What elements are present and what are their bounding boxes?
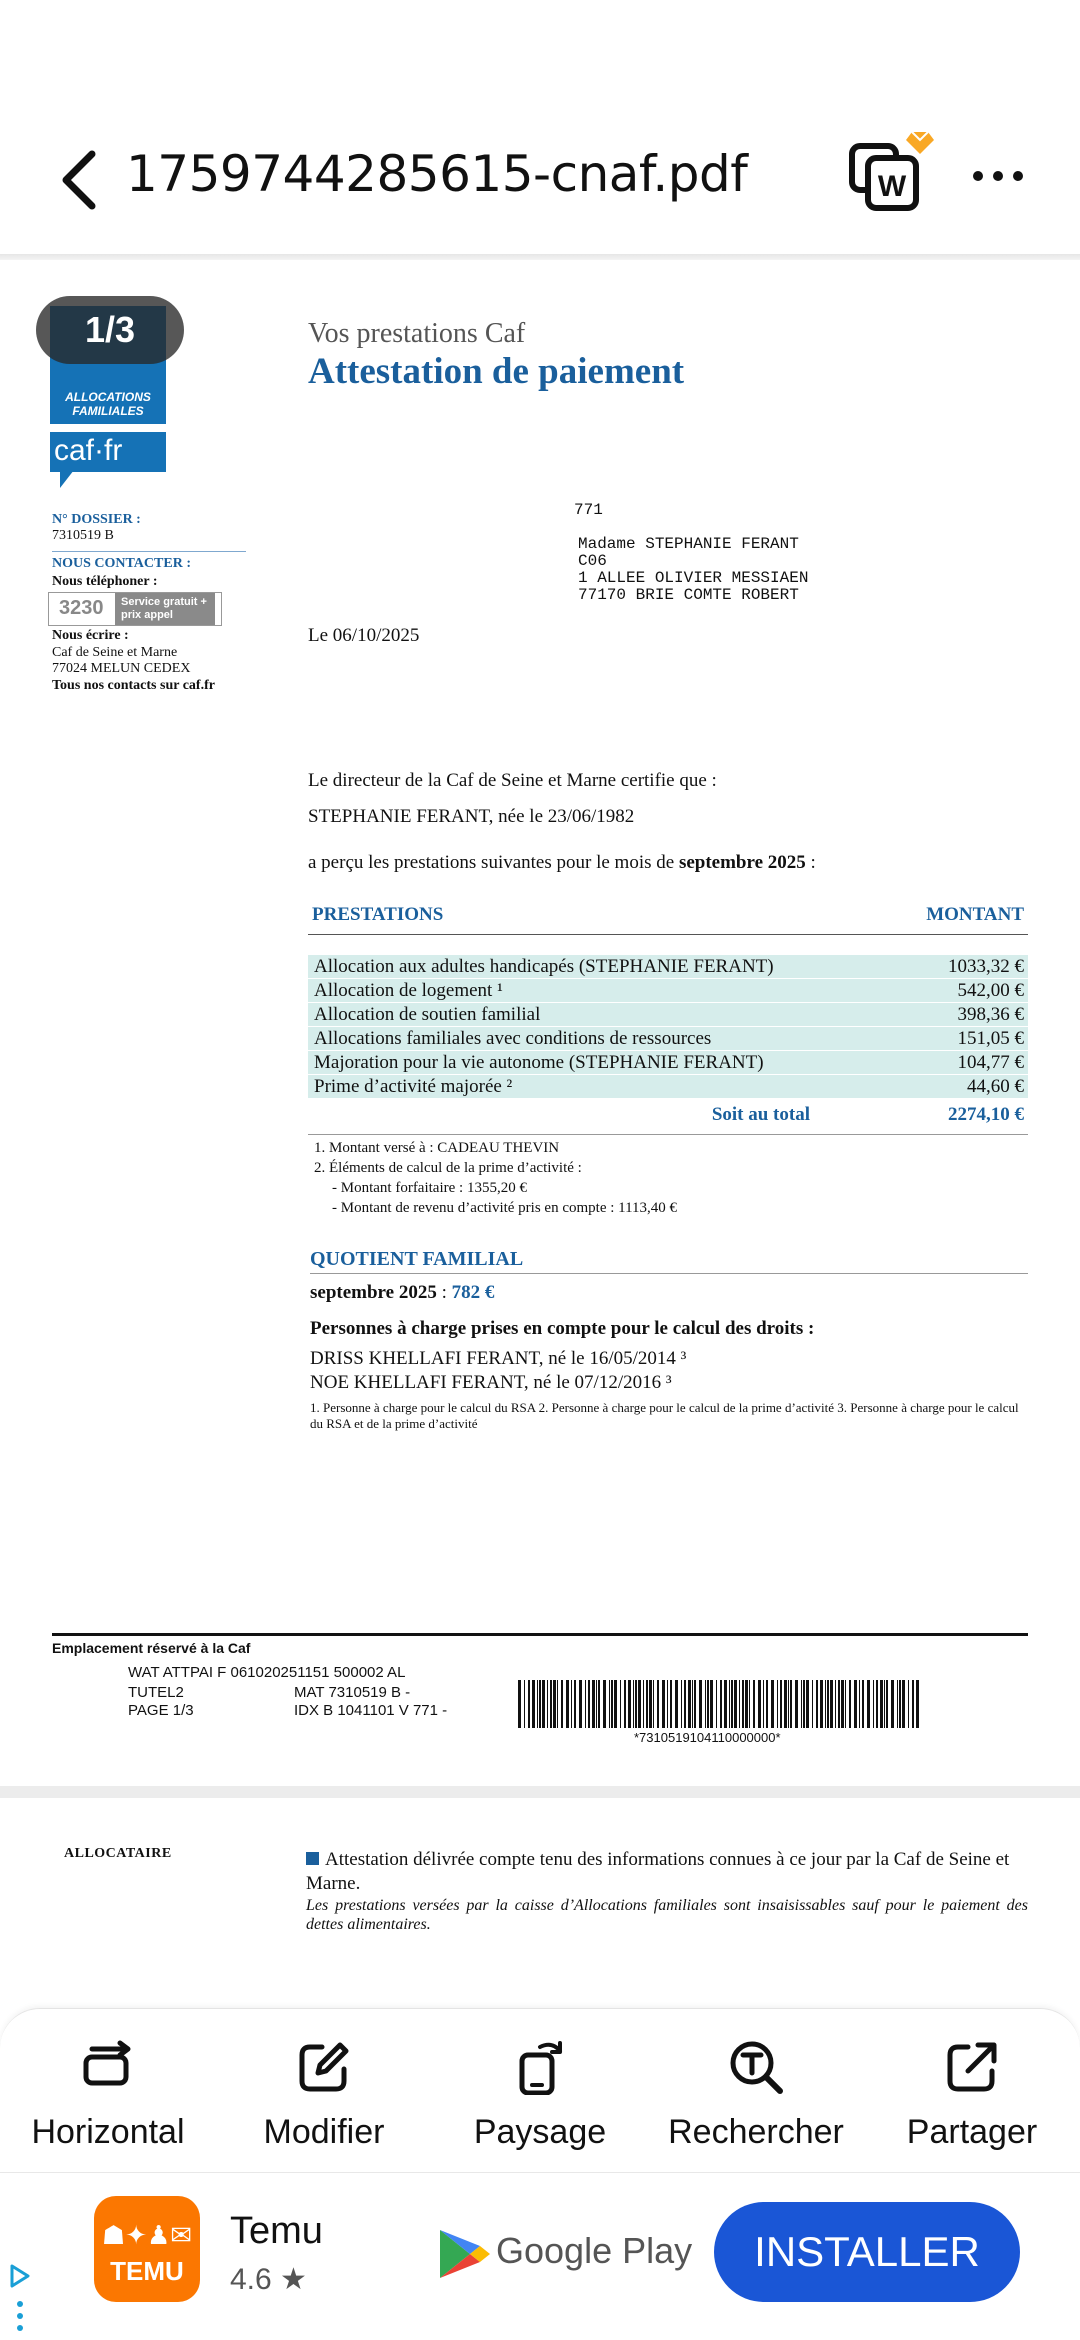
barcode-bar bbox=[596, 1680, 597, 1728]
row-label: Allocations familiales avec conditions de ressources bbox=[314, 1028, 712, 1049]
table-row bbox=[308, 1051, 1028, 1074]
note-2: 2. Éléments de calcul de la prime d’activité : bbox=[314, 1160, 582, 1176]
barcode-bar bbox=[835, 1680, 836, 1728]
adchoices-icon[interactable] bbox=[6, 2256, 36, 2336]
barcode-bar bbox=[886, 1680, 888, 1728]
barcode-bar bbox=[662, 1680, 665, 1728]
barcode-bar bbox=[867, 1680, 870, 1728]
barcode-bar bbox=[628, 1680, 631, 1728]
barcode-bar bbox=[716, 1680, 717, 1728]
barcode-bar bbox=[547, 1680, 548, 1728]
google-play-text: Google Play bbox=[496, 2230, 693, 2271]
barcode-bar bbox=[739, 1680, 740, 1728]
received-text bbox=[308, 852, 816, 874]
landscape-label: Paysage bbox=[473, 2113, 607, 2151]
barcode-bar bbox=[705, 1680, 706, 1728]
barcode-bar bbox=[788, 1680, 789, 1728]
barcode-bar bbox=[816, 1680, 818, 1728]
barcode-bar bbox=[845, 1680, 846, 1728]
address-line3: 1 ALLEE OLIVIER MESSIAEN bbox=[578, 569, 809, 587]
barcode-bar bbox=[646, 1680, 648, 1728]
barcode-bar bbox=[633, 1680, 634, 1728]
barcode-bar bbox=[684, 1680, 686, 1728]
barcode-bar bbox=[675, 1680, 678, 1728]
ad-app-name[interactable]: Temu bbox=[230, 2210, 323, 2252]
barcode-bar bbox=[539, 1680, 541, 1728]
barcode-bar bbox=[795, 1680, 798, 1728]
barcode-bar bbox=[588, 1680, 590, 1728]
barcode-bar bbox=[598, 1680, 600, 1728]
barcode-bar bbox=[624, 1680, 626, 1728]
recipient-code: 771 bbox=[574, 501, 603, 519]
ad-rating: 4.6 ★ bbox=[230, 2263, 307, 2296]
contact-label: NOUS CONTACTER : bbox=[52, 556, 191, 571]
temu-logo-text: TEMU bbox=[110, 2256, 184, 2286]
barcode-bar bbox=[579, 1680, 582, 1728]
barcode-bar bbox=[603, 1680, 606, 1728]
barcode-bar bbox=[908, 1680, 909, 1728]
caf-fr-logo: caf·fr bbox=[50, 432, 166, 472]
barcode-bar bbox=[827, 1680, 829, 1728]
barcode-bar bbox=[524, 1680, 525, 1728]
allocataire-label: ALLOCATAIRE bbox=[64, 1846, 172, 1861]
barcode-bar bbox=[745, 1680, 748, 1728]
barcode-bar bbox=[532, 1680, 535, 1728]
edit-button[interactable] bbox=[216, 2009, 432, 2169]
barcode-bar bbox=[653, 1680, 654, 1728]
back-button[interactable] bbox=[52, 140, 108, 220]
dependent-1: DRISS KHELLAFI FERANT, né le 16/05/2014 ³ bbox=[310, 1348, 687, 1369]
chevron-left-icon bbox=[52, 140, 108, 220]
note-1: 1. Montant versé à : CADEAU THEVIN bbox=[314, 1140, 560, 1156]
row-amount: 398,36 € bbox=[957, 1004, 1024, 1025]
word-convert-icon bbox=[848, 128, 938, 218]
horizontal-button[interactable] bbox=[0, 2009, 216, 2169]
barcode-bar bbox=[609, 1680, 610, 1728]
address-line1: Madame STEPHANIE FERANT bbox=[578, 535, 799, 553]
barcode-bar bbox=[854, 1680, 857, 1728]
more-options-button[interactable] bbox=[968, 150, 1028, 200]
dossier-label: N° DOSSIER : bbox=[52, 512, 141, 527]
barcode-bar bbox=[841, 1680, 844, 1728]
barcode-bar bbox=[873, 1680, 874, 1728]
app-bar bbox=[0, 0, 1080, 256]
horizontal-scroll-icon bbox=[80, 2039, 136, 2095]
landscape-button[interactable] bbox=[432, 2009, 648, 2169]
caf-fr-logo-tail bbox=[60, 470, 74, 488]
row-amount: 151,05 € bbox=[957, 1028, 1024, 1049]
convert-to-word-button[interactable] bbox=[848, 128, 938, 218]
qf-value: 782 € bbox=[451, 1282, 495, 1303]
barcode-bar bbox=[681, 1680, 682, 1728]
more-icon bbox=[968, 150, 1028, 200]
note-2b: - Montant de revenu d’activité pris en compte : 1113,40 € bbox=[332, 1200, 678, 1216]
search-button[interactable] bbox=[648, 2009, 864, 2169]
barcode-bar bbox=[838, 1680, 840, 1728]
row-label: Allocation de soutien familial bbox=[314, 1004, 541, 1025]
barcode-bar bbox=[784, 1680, 787, 1728]
total-amount: 2274,10 € bbox=[948, 1104, 1024, 1125]
barcode-bar bbox=[916, 1680, 919, 1728]
total-label: Soit au total bbox=[711, 1104, 810, 1125]
wat-line1: WAT ATTPAI F 061020251151 500002 AL bbox=[128, 1664, 406, 1681]
barcode-bar bbox=[542, 1680, 545, 1728]
certify-text: Le directeur de la Caf de Seine et Marne certifie que : bbox=[308, 770, 717, 791]
row-amount: 104,77 € bbox=[957, 1052, 1024, 1073]
dependents-footnotes: 1. Personne à charge pour le calcul du RSA 2. Personne à charge pour le calcul de la prime d’activité 3. Personne à charge pour le calcul du RSA et de la prime d’activité bbox=[310, 1400, 1019, 1431]
share-label: Partager bbox=[906, 2113, 1038, 2151]
received-month: septembre 2025 bbox=[678, 852, 806, 873]
wat-line3b: IDX B 1041101 V 771 - bbox=[294, 1702, 448, 1719]
write-label: Nous écrire : bbox=[52, 628, 129, 643]
document-title: Attestation de paiement bbox=[308, 351, 685, 392]
row-amount: 1033,32 € bbox=[948, 956, 1024, 977]
barcode-bar bbox=[790, 1680, 792, 1728]
barcode-bar bbox=[550, 1680, 552, 1728]
total-rule bbox=[308, 1134, 1028, 1135]
share-button[interactable] bbox=[864, 2009, 1080, 2169]
table-row bbox=[308, 955, 1028, 978]
barcode-bar bbox=[688, 1680, 691, 1728]
phone-box bbox=[48, 592, 222, 626]
barcode-bar bbox=[876, 1680, 878, 1728]
barcode-bar bbox=[649, 1680, 652, 1728]
barcode-bar bbox=[899, 1680, 901, 1728]
col-montant: MONTANT bbox=[926, 904, 1024, 925]
row-amount: 44,60 € bbox=[967, 1076, 1024, 1097]
barcode-bar bbox=[667, 1680, 668, 1728]
document-date: Le 06/10/2025 bbox=[308, 625, 420, 646]
barcode-bar bbox=[803, 1680, 805, 1728]
barcode-bar bbox=[592, 1680, 595, 1728]
quotient-familial-title: QUOTIENT FAMILIAL bbox=[310, 1248, 524, 1270]
horizontal-label: Horizontal bbox=[31, 2113, 185, 2151]
barcode-bar bbox=[710, 1680, 713, 1728]
phone-label: Nous téléphoner : bbox=[52, 574, 158, 589]
attestation-sentence: Attestation délivrée compte tenu des informations connues à ce jour par la Caf de Seine et Marne. bbox=[306, 1849, 1010, 1894]
barcode-bar bbox=[862, 1680, 864, 1728]
table-row bbox=[308, 1027, 1028, 1050]
barcode-bar bbox=[749, 1680, 750, 1728]
barcode-bar bbox=[694, 1680, 696, 1728]
qf-month: septembre 2025 bbox=[310, 1282, 437, 1303]
table-header-rule bbox=[308, 934, 1028, 935]
barcode-bar bbox=[574, 1680, 576, 1728]
barcode-bar bbox=[777, 1680, 778, 1728]
barcode-bar bbox=[902, 1680, 905, 1728]
svg-text:☗✦♟✉: ☗✦♟✉ bbox=[101, 2221, 193, 2251]
attestation-note: Les prestations versées par la caisse d’Allocations familiales sont insaisissables sauf pour le paiement des dettes alimentaires. bbox=[306, 1897, 1028, 1933]
row-label: Allocation aux adultes handicapés (STEPHANIE FERANT) bbox=[314, 956, 774, 977]
barcode-bar bbox=[620, 1680, 621, 1728]
row-label: Prime d’activité majorée ² bbox=[314, 1076, 513, 1097]
page-indicator: 1/3 bbox=[36, 296, 184, 364]
dependent-2: NOE KHELLAFI FERANT, né le 07/12/2016 ³ bbox=[310, 1372, 672, 1393]
beneficiary: STEPHANIE FERANT, née le 23/06/1982 bbox=[308, 806, 635, 827]
caf-logo-text: ALLOCATIONS FAMILIALES bbox=[65, 390, 151, 418]
barcode-bar bbox=[571, 1680, 572, 1728]
barcode-bar bbox=[585, 1680, 586, 1728]
attestation-text bbox=[306, 1848, 1028, 1896]
barcode-bar bbox=[742, 1680, 744, 1728]
barcode-bar bbox=[849, 1680, 851, 1728]
svg-text:W: W bbox=[877, 170, 907, 203]
note-2a: - Montant forfaitaire : 1355,20 € bbox=[332, 1180, 527, 1196]
barcode-bar bbox=[812, 1680, 813, 1728]
barcode-bar bbox=[912, 1680, 914, 1728]
dossier-number: 7310519 B bbox=[52, 528, 114, 543]
barcode-bar bbox=[825, 1680, 826, 1728]
phone-number: 3230 bbox=[59, 597, 104, 619]
reserved-label: Emplacement réservé à la Caf bbox=[52, 1640, 251, 1656]
barcode-bar bbox=[692, 1680, 693, 1728]
barcode-bar bbox=[553, 1680, 556, 1728]
table-row bbox=[308, 1003, 1028, 1026]
barcode-bar bbox=[557, 1680, 558, 1728]
barcode-bar bbox=[897, 1680, 898, 1728]
barcode-bar bbox=[884, 1680, 885, 1728]
all-contacts: Tous nos contacts sur caf.fr bbox=[52, 678, 215, 693]
barcode-bar bbox=[635, 1680, 637, 1728]
row-label: Majoration pour la vie autonome (STEPHANIE FERANT) bbox=[314, 1052, 764, 1073]
table-row bbox=[308, 1075, 1028, 1098]
table-header bbox=[312, 904, 1028, 926]
barcode-bar bbox=[614, 1680, 617, 1728]
barcode-bar bbox=[771, 1680, 774, 1728]
address-line2: C06 bbox=[578, 552, 607, 570]
barcode-bar bbox=[724, 1680, 727, 1728]
barcode-bar bbox=[528, 1680, 530, 1728]
received-suffix: : bbox=[805, 852, 816, 873]
edit-label: Modifier bbox=[263, 2113, 385, 2151]
edit-icon bbox=[296, 2039, 352, 2095]
barcode-bar bbox=[657, 1680, 659, 1728]
barcode-bar bbox=[518, 1680, 521, 1728]
barcode-bar bbox=[830, 1680, 833, 1728]
barcode-bar bbox=[720, 1680, 722, 1728]
barcode-text: *7310519104110000000* bbox=[634, 1730, 781, 1745]
barcode-bar bbox=[880, 1680, 883, 1728]
barcode-bar bbox=[859, 1680, 860, 1728]
barcode-bar bbox=[561, 1680, 563, 1728]
file-title: 1759744285615-cnaf.pdf bbox=[126, 145, 748, 203]
barcode-bar bbox=[611, 1680, 613, 1728]
write-line2: 77024 MELUN CEDEX bbox=[52, 661, 191, 676]
barcode-bar bbox=[753, 1680, 755, 1728]
wat-line2b: MAT 7310519 B - bbox=[294, 1684, 411, 1701]
col-prestations: PRESTATIONS bbox=[312, 904, 444, 925]
search-label: Rechercher bbox=[668, 2113, 844, 2151]
qf-rule bbox=[310, 1273, 1028, 1274]
wat-line2a: TUTEL2 bbox=[128, 1684, 184, 1701]
row-label: Allocation de logement ¹ bbox=[314, 980, 503, 1001]
barcode-bar bbox=[729, 1680, 730, 1728]
barcode-bar bbox=[638, 1680, 641, 1728]
barcode-bar bbox=[734, 1680, 737, 1728]
barcode-bar bbox=[699, 1680, 702, 1728]
qf-separator: : bbox=[436, 1282, 452, 1303]
temu-app-logo[interactable] bbox=[94, 2196, 200, 2302]
document-subtitle: Vos prestations Caf bbox=[308, 318, 526, 349]
bullet-square-icon bbox=[306, 1852, 319, 1865]
barcode-bar bbox=[820, 1680, 823, 1728]
write-line1: Caf de Seine et Marne bbox=[52, 645, 178, 660]
barcode-bar bbox=[763, 1680, 764, 1728]
barcode-bar bbox=[731, 1680, 733, 1728]
temu-logo-icon bbox=[94, 2196, 200, 2256]
barcode-bar bbox=[670, 1680, 672, 1728]
address-line4: 77170 BRIE COMTE ROBERT bbox=[578, 586, 799, 604]
wat-line3a: PAGE 1/3 bbox=[128, 1702, 194, 1719]
barcode-bar bbox=[643, 1680, 644, 1728]
barcode-bar bbox=[566, 1680, 569, 1728]
received-prefix: a perçu les prestations suivantes pour le mois de bbox=[308, 852, 675, 873]
barcode-bar bbox=[537, 1680, 538, 1728]
contact-divider bbox=[52, 551, 246, 552]
dependents-title: Personnes à charge prises en compte pour le calcul des droits : bbox=[310, 1318, 815, 1339]
table-row bbox=[308, 979, 1028, 1002]
phone-service-tag: Service gratuit + prix appel bbox=[115, 593, 215, 625]
qf-line bbox=[310, 1282, 494, 1304]
barcode-bar bbox=[780, 1680, 782, 1728]
barcode-bar bbox=[891, 1680, 894, 1728]
barcode-bar bbox=[806, 1680, 809, 1728]
barcode-bar bbox=[707, 1680, 709, 1728]
row-amount: 542,00 € bbox=[957, 980, 1024, 1001]
barcode bbox=[518, 1680, 922, 1728]
bottom-toolbar bbox=[0, 2008, 1080, 2172]
reserved-rule bbox=[52, 1633, 1028, 1636]
page-separator bbox=[0, 1786, 1080, 1798]
barcode-bar bbox=[758, 1680, 761, 1728]
share-icon bbox=[944, 2039, 1000, 2095]
rotate-icon bbox=[512, 2039, 568, 2095]
install-button[interactable]: INSTALLER bbox=[714, 2202, 1020, 2302]
search-text-icon bbox=[728, 2039, 784, 2095]
barcode-bar bbox=[766, 1680, 768, 1728]
barcode-bar bbox=[801, 1680, 802, 1728]
